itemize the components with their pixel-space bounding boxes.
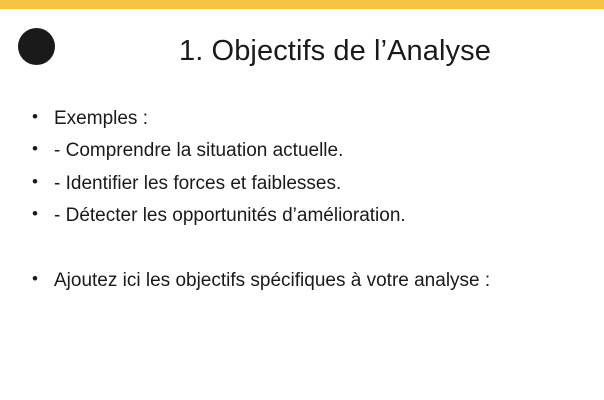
list-item-label: - Identifier les forces et faiblesses. [54, 172, 342, 194]
page-title: 1. Objectifs de l’Analyse [179, 35, 491, 67]
list-item [32, 169, 577, 198]
bullet-marker-icon: • [32, 107, 38, 126]
list-item-label: Exemples : [54, 108, 148, 129]
list-item [32, 104, 577, 133]
list-item-label: - Comprendre la situation actuelle. [54, 140, 344, 162]
list-item [32, 201, 577, 230]
list-item-label: Ajoutez ici les objectifs spécifiques à votre analyse : [54, 269, 491, 291]
bullet-marker-icon: • [32, 171, 38, 191]
list-item [32, 136, 577, 165]
accent-top-bar [0, 0, 604, 9]
list-spacer [32, 234, 577, 266]
list-item [32, 266, 577, 295]
bullet-marker-icon: • [32, 204, 38, 224]
bullet-marker-icon: • [32, 139, 38, 159]
decorative-dot-icon [18, 28, 55, 65]
list-item-label: - Détecter les opportunités d’amélioration. [54, 205, 406, 227]
bullet-marker-icon: • [32, 268, 38, 288]
bullet-list [32, 104, 577, 298]
